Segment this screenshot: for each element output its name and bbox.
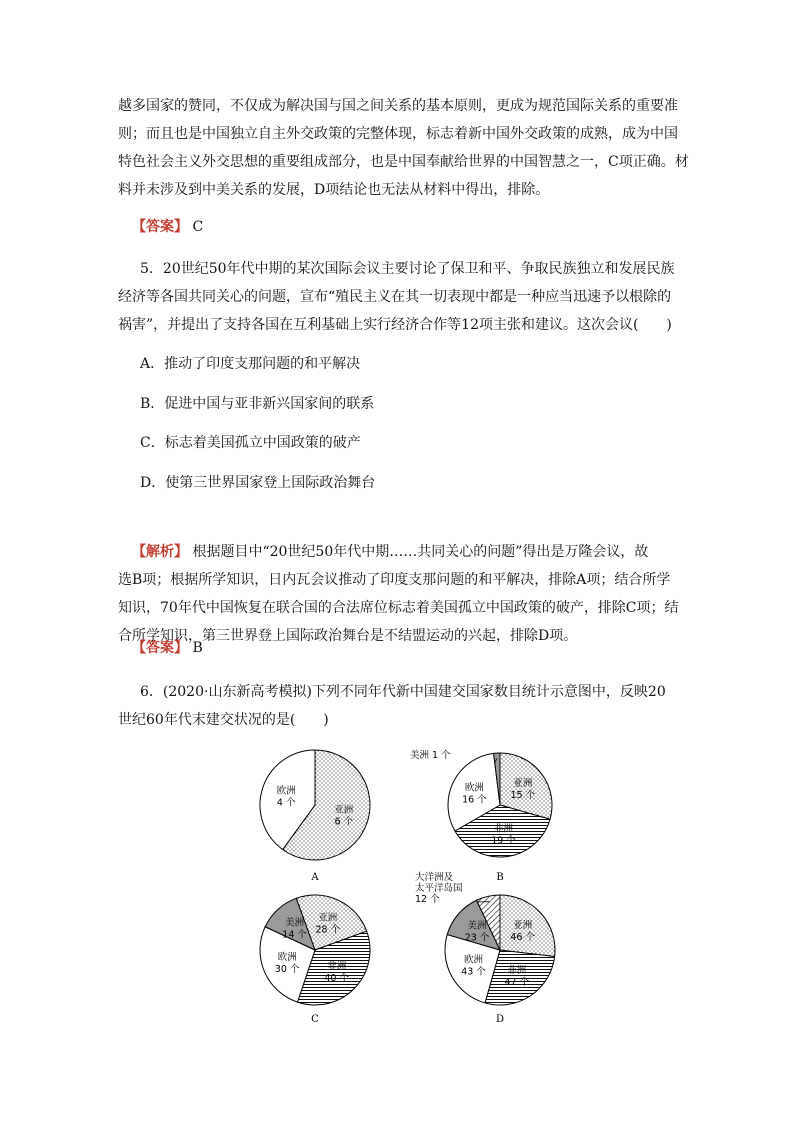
q5-option-a: A．推动了印度支那问题的和平解决 (140, 356, 361, 372)
q6-stem-line-1: 6．(2020·山东新高考模拟)下列不同年代新中国建交国家数目统计示意图中，反映20 (140, 684, 666, 700)
q5-stem-line-3: 祸害”，并提出了支持各国在互利基础上实行经济合作等12项主张和建议。这次会议( ) (118, 317, 672, 333)
q5-answer-value: B (192, 640, 203, 656)
q5-analysis-line-2: 选B项；根据所学知识，日内瓦会议推动了印度支那问题的和平解决，排除A项；结合所学 (118, 572, 671, 588)
q5-option-c: C．标志着美国孤立中国政策的破产 (140, 435, 361, 451)
pie-label-B-1: 非洲 19 个 (491, 823, 516, 847)
pie-chart-C (260, 895, 370, 1025)
prev-analysis-line-1: 越多国家的赞同，不仅成为解决国与国之间关系的基本原则，更成为规范国际关系的重要准 (118, 98, 678, 114)
q5-option-d: D．使第三世界国家登上国际政治舞台 (140, 475, 376, 491)
q5-analysis-line-1 (132, 542, 648, 562)
pie-chart-B (410, 749, 552, 883)
q4-answer-value: C (192, 219, 204, 235)
pie-label-D-0: 亚洲 46 个 (510, 919, 535, 943)
pie-chart-D (415, 871, 555, 1025)
pie-caption-C: C (311, 1014, 319, 1025)
answer-tag: 【答案】 (132, 219, 188, 235)
pie-label-C-3: 美洲 14 个 (282, 917, 307, 941)
pie-charts-svg (255, 740, 575, 1025)
pie-charts-figure (255, 740, 575, 1025)
pie-label-A-1: 欧洲 4 个 (276, 785, 296, 809)
pie-label-A-0: 亚洲 6 个 (334, 804, 354, 828)
prev-analysis-line-3: 特色社会主义外交思想的重要组成部分，也是中国奉献给世界的中国智慧之一，C项正确。材 (118, 154, 689, 170)
pie-label-B-3: 美洲 1 个 (410, 750, 451, 761)
prev-analysis-line-2: 则；而且也是中国独立自主外交政策的完整体现，标志着新中国外交政策的成熟，成为中国 (118, 126, 678, 142)
prev-analysis-line-4: 料并未涉及到中美关系的发展，D项结论也无法从材料中得出，排除。 (118, 182, 550, 198)
q5-analysis-line-4: 合所学知识，第三世界登上国际政治舞台是不结盟运动的兴起，排除D项。 (118, 628, 578, 644)
pie-label-B-2: 欧洲 16 个 (462, 782, 487, 806)
pie-caption-D: D (495, 1014, 505, 1025)
answer-tag: 【答案】 (132, 640, 188, 656)
pie-label-C-1: 非洲 40 个 (324, 961, 350, 985)
pie-label-B-0: 亚洲 15 个 (510, 777, 536, 801)
q5-stem-line-2: 经济等各国共同关心的问题，宣布“殖民主义在其一切表现中都是一种应当迅速予以根除的 (118, 289, 672, 305)
pie-label-D-3: 美洲 23 个 (464, 920, 490, 944)
q5-option-b: B．促进中国与亚非新兴国家间的联系 (140, 396, 375, 412)
q5-analysis-line-3: 知识，70年代中国恢复在联合国的合法席位标志着美国孤立中国政策的破产，排除C项；结 (118, 600, 679, 616)
pie-label-C-0: 亚洲 28 个 (315, 912, 341, 936)
pie-chart-A (260, 750, 370, 883)
q5-stem-line-1: 5．20世纪50年代中期的某次国际会议主要讨论了保卫和平、争取民族独立和发展民族 (140, 261, 675, 277)
analysis-tag: 【解析】 (132, 544, 188, 560)
pie-label-D-1: 非洲 47 个 (504, 965, 530, 989)
q5-analysis-text-1: 根据题目中“20世纪50年代中期……共同关心的问题”得出是万隆会议，故 (192, 544, 649, 560)
pie-label-D-2: 欧洲 43 个 (461, 954, 486, 978)
pie-caption-A: A (311, 872, 319, 883)
q5-answer (132, 638, 203, 658)
pie-label-C-2: 欧洲 30 个 (274, 951, 300, 975)
pie-caption-B: B (496, 872, 504, 883)
pie-label-D-4: 大洋洲及太平洋岛国 12 个 (415, 872, 463, 905)
q4-answer (132, 217, 203, 237)
q6-stem-line-2: 世纪60年代末建交状况的是( ) (118, 712, 329, 728)
